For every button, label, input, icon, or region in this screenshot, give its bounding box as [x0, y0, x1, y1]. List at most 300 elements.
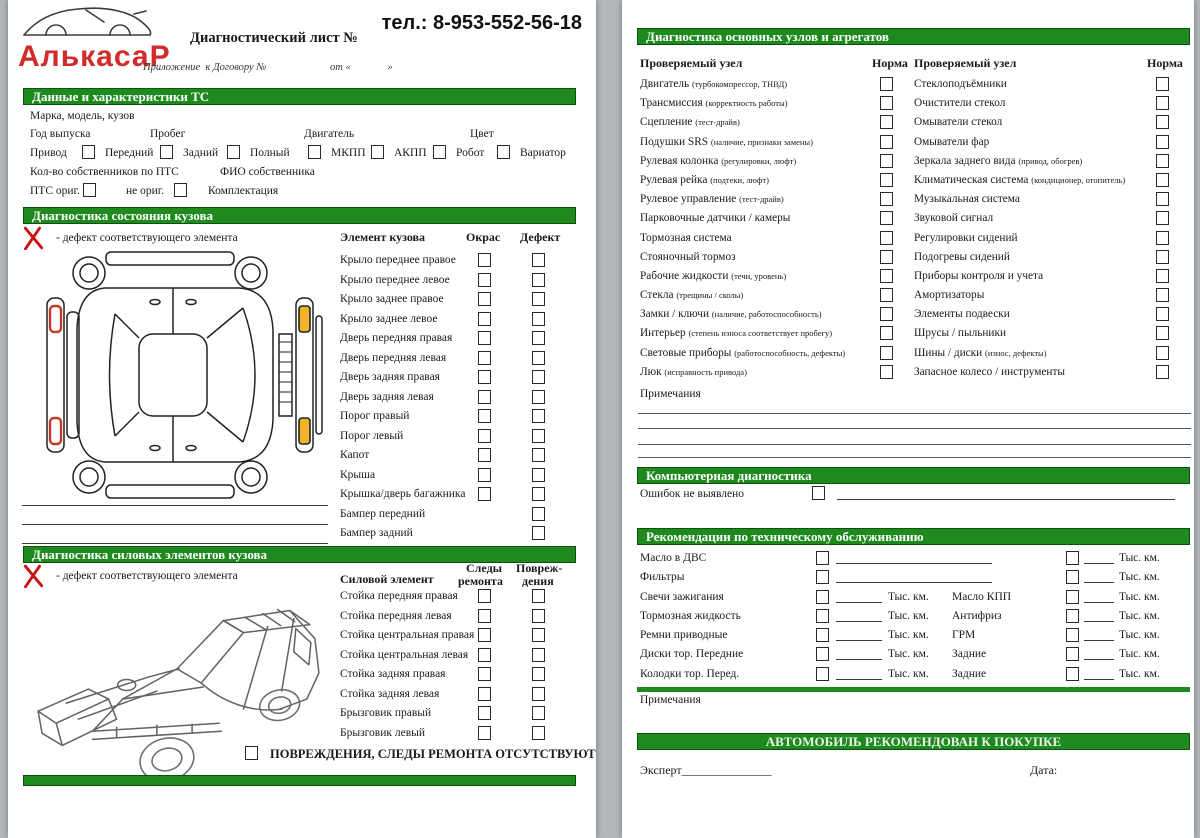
- service-checkbox-left[interactable]: [816, 647, 829, 661]
- service-checkbox-right[interactable]: [1066, 609, 1079, 623]
- drive-front-checkbox[interactable]: [82, 145, 95, 159]
- body-checklist: [340, 252, 580, 545]
- repair-checkbox[interactable]: [478, 706, 491, 720]
- notes-line[interactable]: [638, 428, 1191, 429]
- service-item-label-right: Задние: [952, 648, 987, 661]
- unit-row: [640, 153, 910, 172]
- unit-label: Рулевая колонка (регулировки, люфт): [640, 154, 797, 167]
- unit-row: [914, 76, 1180, 95]
- service-km-line[interactable]: [836, 602, 882, 603]
- unit-row: [640, 210, 910, 229]
- service-item-label: Масло в ДВС: [640, 552, 707, 564]
- body-element-row: [340, 486, 580, 506]
- service-checkbox-left[interactable]: [816, 609, 829, 623]
- section-header-body: Диагностика состояния кузова: [23, 207, 576, 224]
- norm-checkbox[interactable]: [1156, 288, 1169, 302]
- unit-note: (степень износа соответствует пробегу): [688, 328, 833, 339]
- gearbox-at-checkbox[interactable]: [371, 145, 384, 159]
- unit-label: Стекла (трещины / сколы): [640, 289, 744, 302]
- power-col-element: Силовой элемент: [340, 572, 434, 586]
- defect-checkbox[interactable]: [532, 390, 545, 404]
- unit-label: Стояночный тормоз: [640, 250, 736, 263]
- gearbox-mt-checkbox[interactable]: [308, 145, 321, 159]
- norm-checkbox[interactable]: [880, 326, 893, 340]
- service-row: [622, 627, 1194, 646]
- power-element-row: [340, 647, 580, 667]
- service-checkbox-left[interactable]: [816, 590, 829, 604]
- unit-label: Подушки SRS (наличие, признаки замены): [640, 135, 813, 148]
- damage-checkbox[interactable]: [532, 706, 545, 720]
- equipment-label: Комплектация: [208, 185, 279, 197]
- damage-checkbox[interactable]: [532, 667, 545, 681]
- gearbox-robot-checkbox[interactable]: [433, 145, 446, 159]
- damage-checkbox[interactable]: [532, 726, 545, 740]
- pts-not-orig-label: не ориг.: [126, 185, 165, 197]
- damage-checkbox[interactable]: [532, 648, 545, 662]
- drive-awd-checkbox[interactable]: [227, 145, 240, 159]
- norm-checkbox[interactable]: [880, 288, 893, 302]
- year-label: Год выпуска: [30, 128, 91, 140]
- gearbox-cvt-label: Вариатор: [520, 147, 566, 159]
- body-element-row: [340, 330, 580, 350]
- service-checkbox-left[interactable]: [816, 667, 829, 681]
- units-col-norm-left: Норма: [872, 56, 908, 70]
- power-element-label: Стойка передняя левая: [340, 609, 452, 622]
- gearbox-robot-label: Робот: [456, 147, 485, 159]
- unit-row: [640, 249, 910, 268]
- paint-checkbox[interactable]: [478, 351, 491, 365]
- norm-checkbox[interactable]: [880, 211, 893, 225]
- service-table: [622, 550, 1194, 685]
- norm-checkbox[interactable]: [1156, 269, 1169, 283]
- body-element-row: [340, 350, 580, 370]
- norm-checkbox[interactable]: [1156, 346, 1169, 360]
- defect-checkbox[interactable]: [532, 409, 545, 423]
- service-writein-line[interactable]: [836, 582, 992, 583]
- unit-row: [914, 153, 1180, 172]
- notes-line[interactable]: [638, 413, 1191, 414]
- power-element-label: Стойка центральная правая: [340, 629, 475, 641]
- norm-checkbox[interactable]: [1156, 77, 1169, 91]
- body-element-label: Крыша: [340, 468, 376, 481]
- power-col-repair-1: Следы: [466, 561, 503, 575]
- service-km-line-right[interactable]: [1084, 563, 1114, 564]
- unit-note: (регулировки, люфт): [721, 155, 797, 166]
- power-legend: - дефект соответствующего элемента: [56, 570, 238, 582]
- norm-checkbox[interactable]: [880, 115, 893, 129]
- unit-note: (турбокомпрессор, ТНВД): [692, 79, 788, 89]
- drive-awd-label: Полный: [250, 147, 290, 159]
- unit-row: [640, 95, 910, 114]
- norm-checkbox[interactable]: [1156, 135, 1169, 149]
- divider-green-line: [637, 687, 1190, 692]
- repair-checkbox[interactable]: [478, 628, 491, 642]
- body-element-row: [340, 525, 580, 545]
- power-element-label: Стойка задняя правая: [340, 668, 446, 680]
- power-element-row: [340, 725, 580, 745]
- body-element-row: [340, 252, 580, 272]
- unit-label: Рулевая рейка (подтеки, люфт): [640, 173, 769, 186]
- no-errors-checkbox[interactable]: [812, 486, 825, 500]
- unit-row: [640, 268, 910, 287]
- unit-label: Шрусы / пыльники: [914, 327, 1006, 340]
- body-element-row: [340, 506, 580, 526]
- notes-line[interactable]: [638, 457, 1191, 458]
- power-element-label: Стойка задняя левая: [340, 687, 440, 700]
- units-checklist-left: [640, 76, 910, 383]
- unit-row: [914, 172, 1180, 191]
- norm-checkbox[interactable]: [1156, 173, 1169, 187]
- units-notes-label: Примечания: [640, 388, 701, 400]
- unit-row: [914, 114, 1180, 133]
- norm-checkbox[interactable]: [1156, 192, 1169, 206]
- unit-label: Звуковой сигнал: [914, 212, 994, 225]
- unit-label: Сцепление (тест-драйв): [640, 116, 740, 129]
- unit-row: [914, 210, 1180, 229]
- units-label: Тыс. км.: [888, 609, 929, 622]
- service-checkbox-right[interactable]: [1066, 667, 1079, 681]
- unit-label: Климатическая система (кондиционер, отопитель): [914, 173, 1126, 186]
- service-km-line[interactable]: [836, 659, 882, 660]
- drive-rear-checkbox[interactable]: [160, 145, 173, 159]
- body-element-row: [340, 467, 580, 487]
- service-notes-label: Примечания: [640, 694, 701, 706]
- norm-checkbox[interactable]: [1156, 326, 1169, 340]
- power-element-label: Стойка передняя правая: [340, 590, 458, 602]
- recommend-banner: АВТОМОБИЛЬ РЕКОМЕНДОВАН К ПОКУПКЕ: [637, 733, 1190, 750]
- norm-checkbox[interactable]: [1156, 365, 1169, 379]
- power-element-label: Стойка центральная левая: [340, 648, 469, 661]
- body-note-line[interactable]: [22, 524, 328, 525]
- body-col-defect: Дефект: [520, 230, 561, 244]
- unit-note: (привод, обогрев): [1018, 155, 1083, 166]
- paint-checkbox[interactable]: [478, 409, 491, 423]
- owner-name-label: ФИО собственника: [220, 166, 315, 178]
- norm-checkbox[interactable]: [1156, 154, 1169, 168]
- service-checkbox-left[interactable]: [816, 551, 829, 565]
- unit-row: [914, 134, 1180, 153]
- units-col-norm-right: Норма: [1147, 56, 1183, 70]
- paint-checkbox[interactable]: [478, 390, 491, 404]
- service-km-line-right[interactable]: [1084, 602, 1114, 603]
- paint-checkbox[interactable]: [478, 370, 491, 384]
- body-element-label: Крыло заднее правое: [340, 293, 444, 305]
- notes-line[interactable]: [638, 444, 1191, 445]
- body-element-label: Дверь задняя левая: [340, 390, 434, 403]
- norm-checkbox[interactable]: [880, 77, 893, 91]
- unit-note: (тест-драйв): [739, 194, 784, 205]
- unit-row: [640, 364, 910, 383]
- norm-checkbox[interactable]: [880, 231, 893, 245]
- unit-row: [914, 306, 1180, 325]
- defect-checkbox[interactable]: [532, 429, 545, 443]
- owners-count-label: Кол-во собственников по ПТС: [30, 166, 179, 178]
- service-km-line-right[interactable]: [1084, 679, 1114, 680]
- service-km-line-right[interactable]: [1084, 659, 1114, 660]
- defect-checkbox[interactable]: [532, 507, 545, 521]
- document-page-right: [622, 0, 1194, 838]
- body-element-row: [340, 272, 580, 292]
- damage-checkbox[interactable]: [532, 589, 545, 603]
- drive-label: Привод: [30, 147, 67, 159]
- pts-not-orig-checkbox[interactable]: [174, 183, 187, 197]
- bottom-green-bar: [23, 775, 576, 786]
- units-label: Тыс. км.: [1119, 629, 1160, 642]
- body-legend: - дефект соответствующего элемента: [56, 232, 238, 244]
- body-element-label: Крыло заднее левое: [340, 312, 438, 325]
- no-damage-label: ПОВРЕЖДЕНИЯ, СЛЕДЫ РЕМОНТА ОТСУТСТВУЮТ: [270, 747, 596, 761]
- defect-checkbox[interactable]: [532, 273, 545, 287]
- service-row: [622, 569, 1194, 588]
- norm-checkbox[interactable]: [1156, 307, 1169, 321]
- units-label: Тыс. км.: [1119, 552, 1160, 564]
- power-element-row: [340, 608, 580, 628]
- unit-note: (кондиционер, отопитель): [1031, 174, 1126, 185]
- units-label: Тыс. км.: [1119, 648, 1160, 661]
- defect-checkbox[interactable]: [532, 351, 545, 365]
- paint-checkbox[interactable]: [478, 331, 491, 345]
- computer-diag-line[interactable]: [837, 499, 1175, 500]
- unit-label: Трансмиссия (корректность работы): [640, 97, 788, 110]
- unit-label: Шины / диски (износ, дефекты): [914, 346, 1047, 359]
- paint-checkbox[interactable]: [478, 448, 491, 462]
- no-damage-checkbox[interactable]: [245, 746, 258, 760]
- service-checkbox-left[interactable]: [816, 628, 829, 642]
- gearbox-at-label: АКПП: [394, 147, 427, 159]
- unit-note: (подтеки, люфт): [710, 174, 769, 185]
- service-item-label-right: Антифриз: [952, 609, 1002, 622]
- defect-checkbox[interactable]: [532, 331, 545, 345]
- power-col-damage-2: дения: [522, 574, 554, 588]
- service-km-line[interactable]: [836, 679, 882, 680]
- gearbox-mt-label: МКПП: [331, 147, 366, 159]
- unit-label: Зеркала заднего вида (привод, обогрев): [914, 154, 1083, 167]
- unit-note: (работоспособность, дефекты): [734, 347, 846, 358]
- service-item-label-right: Масло КПП: [952, 590, 1012, 603]
- unit-row: [914, 230, 1180, 249]
- service-checkbox-right[interactable]: [1066, 551, 1079, 565]
- norm-checkbox[interactable]: [880, 135, 893, 149]
- unit-label: Рабочие жидкости (течи, уровень): [640, 269, 787, 282]
- unit-label: Запасное колесо / инструменты: [914, 365, 1065, 378]
- section-header-power: Диагностика силовых элементов кузова: [23, 546, 576, 563]
- unit-label: Стеклоподъёмники: [914, 78, 1007, 90]
- defect-checkbox[interactable]: [532, 468, 545, 482]
- page-title: Диагностический лист №: [190, 30, 358, 46]
- body-element-label: Крыло переднее левое: [340, 273, 450, 286]
- service-checkbox-right[interactable]: [1066, 570, 1079, 584]
- power-element-row: [340, 627, 580, 647]
- service-row: [622, 666, 1194, 685]
- norm-checkbox[interactable]: [880, 365, 893, 379]
- unit-note: (наличие, работоспособность): [711, 309, 822, 320]
- defect-checkbox[interactable]: [532, 292, 545, 306]
- body-note-line[interactable]: [22, 505, 328, 506]
- repair-checkbox[interactable]: [478, 667, 491, 681]
- norm-checkbox[interactable]: [880, 250, 893, 264]
- norm-checkbox[interactable]: [880, 173, 893, 187]
- unit-row: [640, 172, 910, 191]
- date-label[interactable]: Дата:: [1030, 763, 1058, 777]
- paint-checkbox[interactable]: [478, 292, 491, 306]
- paint-checkbox[interactable]: [478, 468, 491, 482]
- no-errors-label: Ошибок не выявлено: [640, 488, 744, 500]
- section-header-vehicle: Данные и характеристики ТС: [23, 88, 576, 105]
- service-item-label-right: Задние: [952, 667, 987, 680]
- defect-checkbox[interactable]: [532, 370, 545, 384]
- drive-rear-label: Задний: [183, 147, 219, 159]
- unit-label: Очистители стекол: [914, 97, 1006, 110]
- defect-x-icon: [22, 226, 44, 250]
- body-element-row: [340, 428, 580, 448]
- unit-label: Световые приборы (работоспособность, дефекты): [640, 346, 846, 359]
- unit-label: Парковочные датчики / камеры: [640, 212, 791, 225]
- defect-checkbox[interactable]: [532, 253, 545, 267]
- power-element-row: [340, 666, 580, 686]
- damage-checkbox[interactable]: [532, 609, 545, 623]
- unit-row: [914, 268, 1180, 287]
- unit-label: Замки / ключи (наличие, работоспособность): [640, 308, 822, 321]
- gearbox-cvt-checkbox[interactable]: [497, 145, 510, 159]
- service-km-line-right[interactable]: [1084, 621, 1114, 622]
- repair-checkbox[interactable]: [478, 726, 491, 740]
- service-writein-line[interactable]: [836, 563, 992, 564]
- body-element-label: Дверь передняя левая: [340, 351, 447, 364]
- unit-note: (исправность привода): [664, 366, 747, 377]
- unit-row: [640, 287, 910, 306]
- service-km-line[interactable]: [836, 640, 882, 641]
- norm-checkbox[interactable]: [1156, 211, 1169, 225]
- body-col-paint: Окрас: [466, 230, 501, 244]
- unit-row: [640, 325, 910, 344]
- unit-note: (течи, уровень): [731, 270, 787, 281]
- service-checkbox-right[interactable]: [1066, 590, 1079, 604]
- repair-checkbox[interactable]: [478, 648, 491, 662]
- unit-label: Люк (исправность привода): [640, 365, 747, 378]
- norm-checkbox[interactable]: [1156, 115, 1169, 129]
- repair-checkbox[interactable]: [478, 687, 491, 701]
- repair-checkbox[interactable]: [478, 589, 491, 603]
- power-element-row: [340, 686, 580, 706]
- car-top-view-diagram: [43, 246, 323, 504]
- units-col-unit-left: Проверяемый узел: [640, 56, 743, 70]
- repair-checkbox[interactable]: [478, 609, 491, 623]
- power-element-label: Брызговик правый: [340, 707, 432, 719]
- unit-label: Рулевое управление (тест-драйв): [640, 193, 784, 206]
- drive-front-label: Передний: [105, 147, 154, 159]
- paint-checkbox[interactable]: [478, 487, 491, 501]
- section-header-units: Диагностика основных узлов и агрегатов: [637, 28, 1190, 45]
- service-checkbox-right[interactable]: [1066, 647, 1079, 661]
- damage-checkbox[interactable]: [532, 687, 545, 701]
- unit-note: (корректность работы): [705, 98, 788, 109]
- service-km-line-right[interactable]: [1084, 640, 1114, 641]
- power-col-repair-2: ремонта: [458, 574, 503, 588]
- damage-checkbox[interactable]: [532, 628, 545, 642]
- norm-checkbox[interactable]: [880, 192, 893, 206]
- body-note-line[interactable]: [22, 543, 328, 544]
- engine-label: Двигатель: [304, 128, 355, 140]
- expert-signature-label[interactable]: Эксперт_______________: [640, 763, 772, 777]
- norm-checkbox[interactable]: [1156, 231, 1169, 245]
- mileage-label: Пробег: [150, 128, 186, 140]
- defect-checkbox[interactable]: [532, 448, 545, 462]
- paint-checkbox[interactable]: [478, 273, 491, 287]
- units-label: Тыс. км.: [888, 648, 929, 661]
- units-col-unit-right: Проверяемый узел: [914, 56, 1017, 70]
- body-element-row: [340, 389, 580, 409]
- body-element-label: Крыло переднее правое: [340, 254, 456, 266]
- unit-row: [640, 76, 910, 95]
- body-element-row: [340, 408, 580, 428]
- defect-checkbox[interactable]: [532, 487, 545, 501]
- norm-checkbox[interactable]: [1156, 250, 1169, 264]
- body-element-label: Дверь передняя правая: [340, 332, 453, 344]
- pts-orig-checkbox[interactable]: [83, 183, 96, 197]
- make-model-label: Марка, модель, кузов: [30, 110, 135, 122]
- paint-checkbox[interactable]: [478, 253, 491, 267]
- body-element-label: Крышка/дверь багажника: [340, 488, 466, 500]
- headlight-icons: [299, 306, 310, 444]
- service-item-label: Свечи зажигания: [640, 590, 724, 603]
- body-element-label: Дверь задняя правая: [340, 371, 440, 383]
- unit-row: [640, 114, 910, 133]
- pts-orig-label: ПТС ориг.: [30, 185, 80, 197]
- service-item-label: Фильтры: [640, 571, 685, 584]
- defect-checkbox[interactable]: [532, 312, 545, 326]
- service-item-label: Ремни приводные: [640, 629, 728, 642]
- units-label: Тыс. км.: [888, 629, 929, 642]
- color-label: Цвет: [470, 128, 494, 140]
- unit-row: [640, 306, 910, 325]
- norm-checkbox[interactable]: [880, 154, 893, 168]
- norm-checkbox[interactable]: [880, 96, 893, 110]
- unit-label: Музыкальная система: [914, 193, 1020, 206]
- service-checkbox-right[interactable]: [1066, 628, 1079, 642]
- service-km-line-right[interactable]: [1084, 582, 1114, 583]
- service-item-label: Диски тор. Передние: [640, 648, 744, 661]
- phone-number: тел.: 8-953-552-56-18: [381, 12, 582, 34]
- paint-checkbox[interactable]: [478, 312, 491, 326]
- norm-checkbox[interactable]: [880, 346, 893, 360]
- section-header-service: Рекомендации по техническому обслуживанию: [637, 528, 1190, 545]
- defect-checkbox[interactable]: [532, 526, 545, 540]
- units-label: Тыс. км.: [888, 667, 929, 680]
- unit-row: [914, 249, 1180, 268]
- document-page-left: [8, 0, 596, 838]
- unit-row: [640, 134, 910, 153]
- unit-row: [640, 345, 910, 364]
- power-element-row: [340, 705, 580, 725]
- body-element-label: Порог правый: [340, 410, 410, 422]
- service-item-label-right: ГРМ: [952, 629, 976, 642]
- service-row: [622, 608, 1194, 627]
- unit-label: Омыватели фар: [914, 135, 990, 148]
- service-row: [622, 646, 1194, 665]
- service-km-line[interactable]: [836, 621, 882, 622]
- unit-label: Элементы подвески: [914, 308, 1010, 321]
- unit-row: [914, 191, 1180, 210]
- norm-checkbox[interactable]: [880, 269, 893, 283]
- body-element-row: [340, 369, 580, 389]
- norm-checkbox[interactable]: [1156, 96, 1169, 110]
- unit-row: [914, 287, 1180, 306]
- norm-checkbox[interactable]: [880, 307, 893, 321]
- paint-checkbox[interactable]: [478, 429, 491, 443]
- section-header-computer: Компьютерная диагностика: [637, 467, 1190, 484]
- unit-label: Амортизаторы: [914, 289, 985, 302]
- service-checkbox-left[interactable]: [816, 570, 829, 584]
